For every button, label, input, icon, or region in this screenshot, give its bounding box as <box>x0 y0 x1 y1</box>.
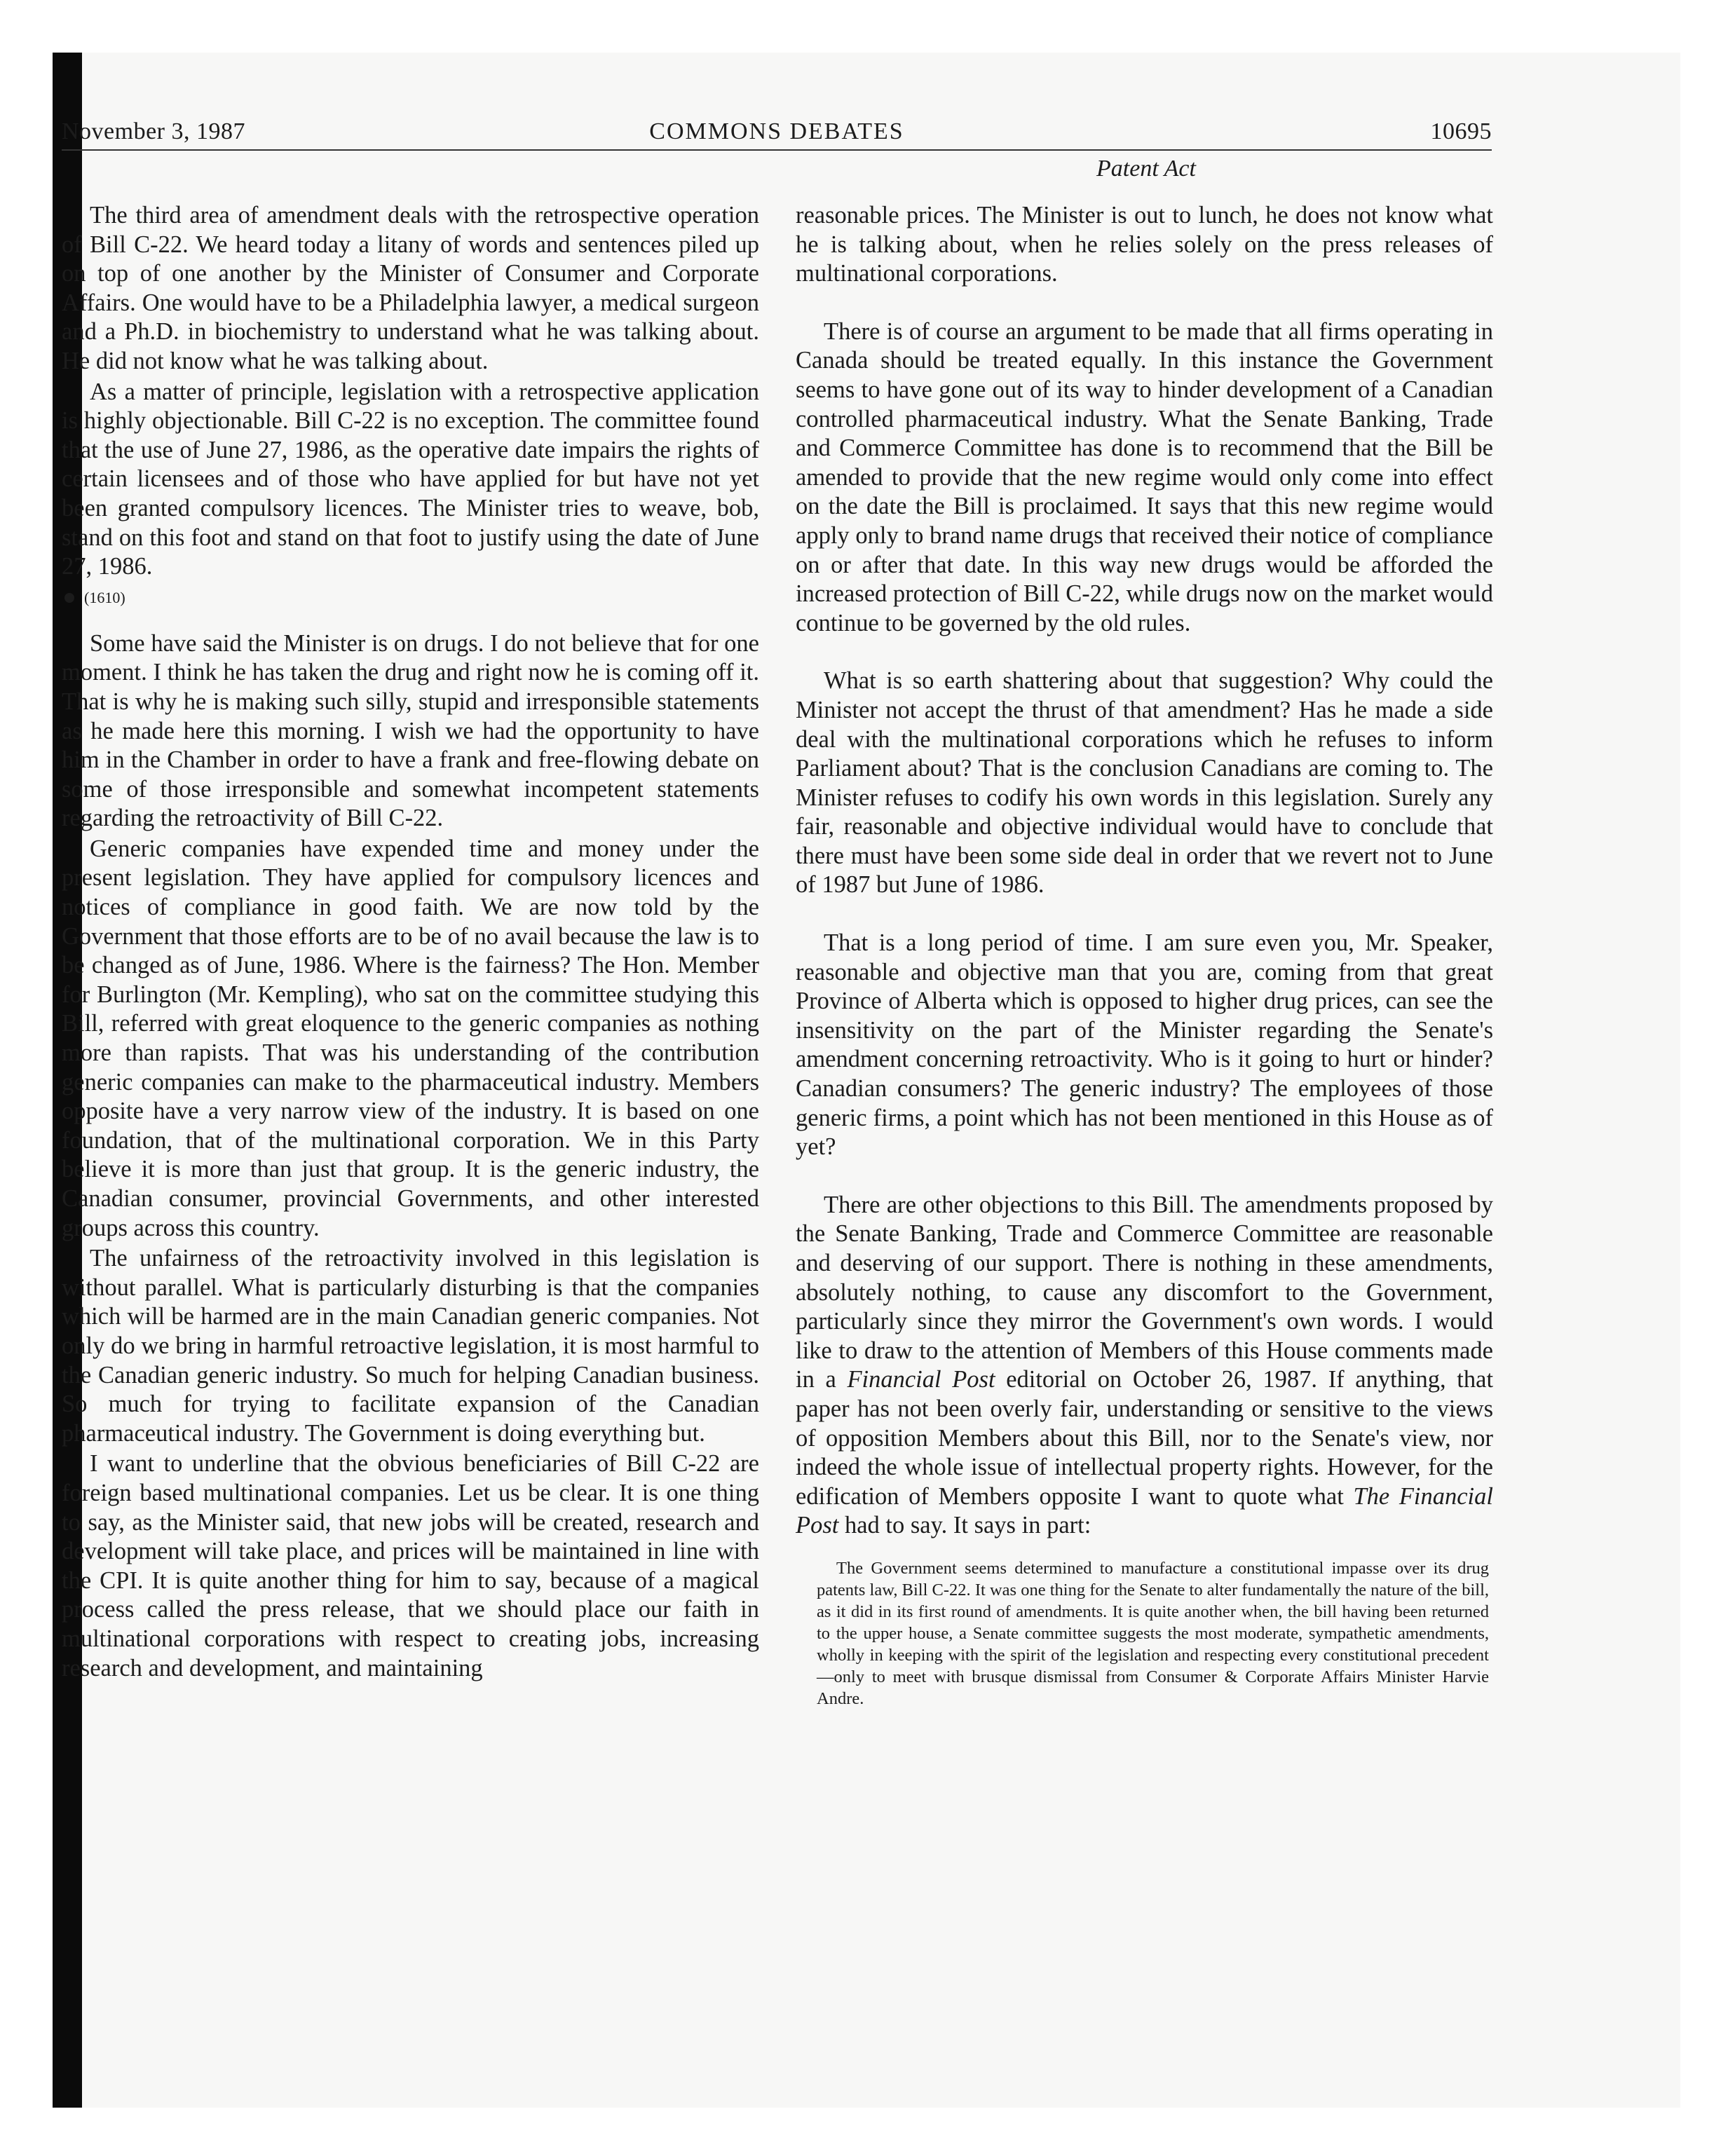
paragraph: What is so earth shattering about that suggestion? Why could the Minister not accept the thrust of that amendment? Has he made a side deal with the multinational corporations which he refuses to inform Parliament about? That is the conclusion Canadians are coming to. The Minister refuses to codify his own words in this legislation. Surely any fair, reasonable and objective individual would have to conclude that there must have been some side deal in order that we revert not to June of 1987 but June of 1986. <box>796 667 1493 899</box>
subject-heading: Patent Act <box>1096 156 1196 182</box>
paragraph: That is a long period of time. I am sure even you, Mr. Speaker, reasonable and objective man that you are, coming from that great Province of Alberta which is opposed to higher drug prices, can see the insensitivity on the part of the Minister regarding the Senate's amendment concerning retroactivity. Who is it going to hurt or hinder? Canadian consumers? The generic industry? The employees of those generic firms, a point which has not been mentioned in this House as of yet? <box>796 929 1493 1161</box>
paragraph-text: editorial on October 26, 1987. If anything, that paper has not been overly fair, understanding or sensitive to the views of opposition Members about this Bill, nor to the Senate's view, nor indeed the whole issue of intellectual property rights. However, for the edification of Members opposite I want to quote what <box>796 1366 1494 1510</box>
left-column <box>62 201 759 1683</box>
bullet-icon <box>64 593 74 603</box>
paragraph: I want to underline that the obvious beneficiaries of Bill C-22 are foreign based multinational companies. Let us be clear. It is one thing to say, as the Minister said, that new jobs will be created, research and development will take place, and prices will be maintained in line with the CPI. It is quite another thing for him to say, because of a magical process called the press release, that we should place our faith in multinational corporations with respect to creating jobs, increasing research and development, and maintaining <box>62 1450 759 1681</box>
header-journal-title: COMMONS DEBATES <box>649 118 904 144</box>
time-marker <box>62 587 759 608</box>
header-rule <box>62 149 1492 151</box>
paragraph <box>796 1191 1493 1541</box>
time-marker-label: (1610) <box>84 588 125 606</box>
page-header <box>62 109 1492 151</box>
header-date: November 3, 1987 <box>62 118 246 144</box>
paragraph: Some have said the Minister is on drugs. I do not believe that for one moment. I think he has taken the drug and right now he is coming off it. That is why he is making such silly, stupid and irresponsible statements as he made here this morning. I wish we had the opportunity to have him in the Chamber in order to have a frank and free-flowing debate on some of those irresponsible and somewhat incompetent statements regarding the retroactivity of Bill C-22. <box>62 629 759 832</box>
publication-title: Financial Post <box>847 1366 995 1393</box>
right-column <box>796 201 1493 1710</box>
paragraph: As a matter of principle, legislation with a retrospective application is highly objectionable. Bill C-22 is no exception. The committee found that the use of June 27, 1986, as the operative date impairs the rights of certain licensees and of those who have applied for but have not yet been granted compulsory licences. The Minister tries to weave, bob, stand on this foot and stand on that foot to justify using the date of June 27, 1986. <box>62 378 759 580</box>
paragraph: The unfairness of the retroactivity involved in this legislation is without parallel. What is particularly disturbing is that the companies which will be harmed are in the main Canadian generic companies. Not only do we bring in harmful retroactive legislation, it is most harmful to the Canadian generic industry. So much for helping Canadian business. So much for trying to facilitate expansion of the Canadian pharmaceutical industry. The Government is doing everything but. <box>62 1245 759 1447</box>
header-page-number: 10695 <box>1430 118 1492 144</box>
paragraph-text: had to say. It says in part: <box>844 1512 1091 1539</box>
quote-text: The Government seems determined to manufacture a constitutional impasse over its drug patents law, Bill C-22. It was one thing for the Senate to alter fundamentally the nature of the bill, as it did in its first round of amendments. It is quite another when, the bill having been returned to the upper house, a Senate committee suggests the most moderate, sympathetic amendments, wholly in keeping with the spirit of the legislation and respecting every constitutional precedent—only to meet with brusque dismissal from Consumer & Corporate Affairs Minister Harvie Andre. <box>817 1558 1489 1708</box>
paragraph: There is of course an argument to be made that all firms operating in Canada should be treated equally. In this instance the Government seems to have gone out of its way to hinder development of a Canadian controlled pharmaceutical industry. What the Senate Banking, Trade and Commerce Committee has done is to recommend that the Bill be amended to provide that the new regime would only come into effect on the date the Bill is proclaimed. It says that this new regime would apply only to brand name drugs that received their notice of compliance on or after that date. In this way new drugs would be afforded the increased protection of Bill C-22, while drugs now on the market would continue to be governed by the old rules. <box>796 318 1493 636</box>
paragraph: Generic companies have expended time and money under the present legislation. They have applied for compulsory licences and notices of compliance in good faith. We are now told by the Government that those efforts are to be of no avail because the law is to be changed as of June, 1986. Where is the fairness? The Hon. Member for Burlington (Mr. Kempling), who sat on the committee studying this Bill, referred with great eloquence to the generic companies as nothing more than rapists. That was his understanding of the contribution generic companies can make to the pharmaceutical industry. Members opposite have a very narrow view of the industry. It is based on one foundation, that of the multinational corporation. We in this Party believe it is more than just that group. It is the generic industry, the Canadian consumer, provincial Governments, and other interested groups across this country. <box>62 835 759 1241</box>
block-quote <box>796 1557 1493 1710</box>
paragraph-text: There are other objections to this Bill. The amendments proposed by the Senate Banking, Trade and Commerce Committee are reasonable and deserving of our support. There is nothing in these amendments, absolutely nothing, to cause any discomfort to the Government, particularly since they mirror the Government's own words. I would like to draw to the attention of Members of this House comments made in a <box>796 1191 1493 1393</box>
paragraph: The third area of amendment deals with the retrospective operation of Bill C-22. We heard today a litany of words and sentences piled up on top of one another by the Minister of Consumer and Corporate Affairs. One would have to be a Philadelphia lawyer, a medical surgeon and a Ph.D. in biochemistry to understand what he was talking about. He did not know what he was talking about. <box>62 202 759 374</box>
publication-title: The Financial Post <box>796 1482 1493 1539</box>
paragraph: reasonable prices. The Minister is out to lunch, he does not know what he is talking about, when he relies solely on the press releases of multinational corporations. <box>796 202 1493 287</box>
